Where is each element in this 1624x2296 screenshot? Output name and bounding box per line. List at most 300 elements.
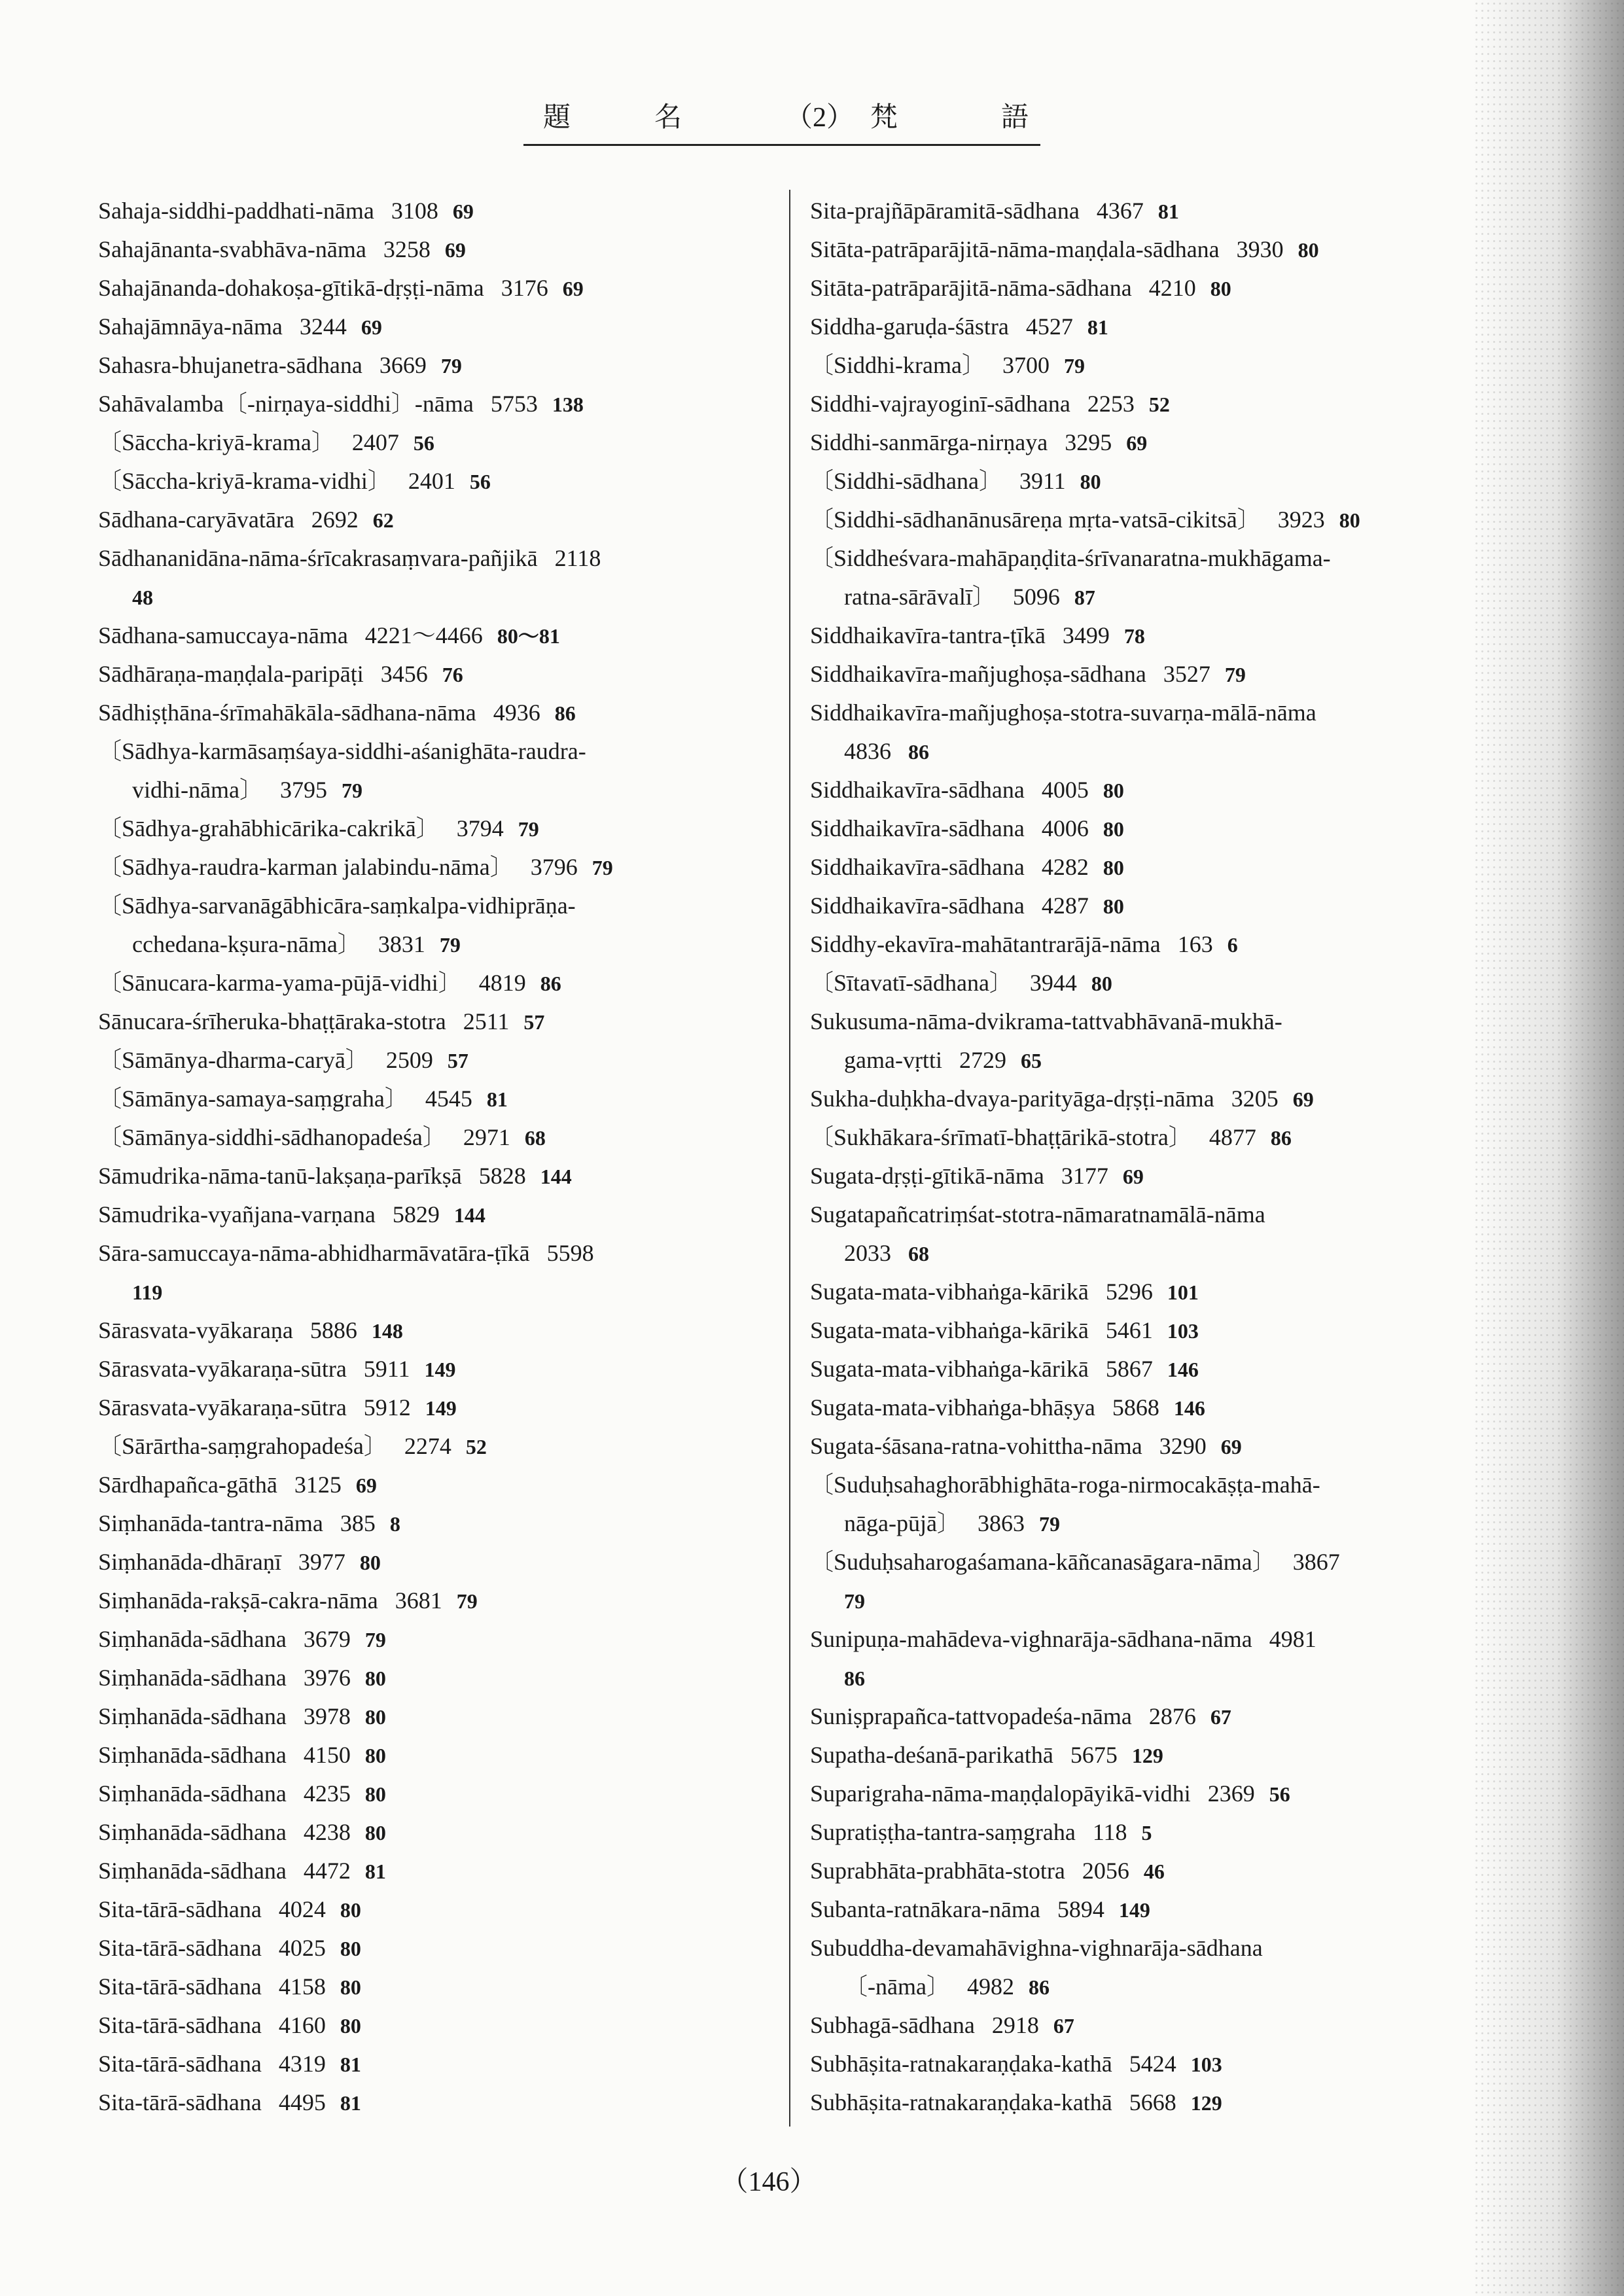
index-entry (810, 1234, 1477, 1273)
index-entry (810, 1118, 1477, 1157)
index-entry (98, 694, 766, 732)
entry-page: 80 (340, 1898, 361, 1922)
entry-title: Sārasvata-vyākaraṇa-sūtra (98, 1394, 347, 1421)
index-entry (810, 887, 1477, 925)
entry-number: 3796 (530, 854, 578, 880)
index-entry (98, 1466, 766, 1504)
index-entry (810, 1890, 1477, 1929)
index-entry (98, 1968, 766, 2006)
entry-number: 3679 (303, 1626, 351, 1652)
entry-title: 〔Siddhi-sādhanānusāreṇa mṛta-vatsā-cikitsā〕 (810, 506, 1261, 533)
header-category-char2: 語 (1001, 103, 1029, 133)
entry-page: 81 (1157, 200, 1179, 223)
entry-title: Sita-tārā-sādhana (98, 2089, 262, 2115)
index-entry (98, 1388, 766, 1427)
index-entry (98, 269, 766, 308)
index-entry (98, 1195, 766, 1234)
header-title-char2: 名 (654, 103, 682, 133)
entry-title: 〔Suduḥsaharogaśamana-kāñcanasāgara-nāma〕 (810, 1549, 1276, 1575)
entry-number: 4545 (425, 1086, 472, 1112)
index-entry (810, 616, 1477, 655)
entry-page: 81 (340, 2053, 361, 2076)
entry-number: 3978 (303, 1703, 351, 1729)
entry-number: 4238 (303, 1819, 351, 1845)
entry-number: 4982 (966, 1973, 1014, 2000)
index-entry (98, 1273, 766, 1311)
entry-number: 2918 (991, 2012, 1039, 2038)
entry-title: Sukusuma-nāma-dvikrama-tattvabhāvanā-mukhā- (810, 1008, 1282, 1034)
index-entry (810, 1852, 1477, 1890)
entry-number: 4472 (303, 1858, 351, 1884)
entry-page: 69 (1292, 1087, 1314, 1111)
entry-title: 〔Sārārtha-saṃgrahopadeśa〕 (98, 1433, 387, 1459)
entry-page: 138 (552, 393, 584, 416)
entry-page: 79 (1063, 354, 1085, 378)
index-entry (810, 269, 1477, 308)
entry-title: Sita-tārā-sādhana (98, 2012, 262, 2038)
index-entry (98, 1504, 766, 1543)
entry-page: 80 (1103, 779, 1124, 802)
entry-title: Siddhi-vajrayoginī-sādhana (810, 391, 1070, 417)
entry-title: 〔Sādhya-karmāsaṃśaya-siddhi-aśanighāta-raudra- (98, 738, 586, 764)
entry-page: 86 (844, 1667, 865, 1690)
entry-page: 79 (518, 817, 539, 841)
entry-page: 69 (562, 277, 584, 300)
entry-page: 69 (361, 315, 382, 339)
entry-title: Sugatapañcatriṃśat-stotra-nāmaratnamālā-nāma (810, 1201, 1265, 1227)
entry-number: 3176 (501, 275, 548, 301)
entry-page: 80 (340, 2014, 361, 2038)
entry-title: 〔Sāccha-kriyā-krama〕 (98, 429, 335, 455)
index-entry (810, 1466, 1477, 1504)
entry-number: 3527 (1163, 661, 1210, 687)
index-entry (98, 1041, 766, 1080)
entry-page: 80 (1091, 972, 1112, 995)
entry-number: 2056 (1082, 1858, 1129, 1884)
header-section: （2） (785, 103, 855, 133)
entry-number: 5828 (478, 1163, 526, 1189)
entry-number: 3794 (456, 815, 504, 841)
index-entry (98, 964, 766, 1002)
entry-page: 79 (439, 933, 461, 957)
entry-title: vidhi-nāma〕 (132, 777, 263, 803)
entry-page: 8 (389, 1512, 400, 1536)
entry-title: Sahaja-siddhi-paddhati-nāma (98, 198, 374, 224)
entry-number: 3499 (1062, 622, 1110, 648)
index-entry (810, 501, 1477, 539)
entry-number: 3681 (395, 1587, 442, 1614)
index-entry (98, 2045, 766, 2083)
index-entry (810, 346, 1477, 385)
scan-shadow-edge (1474, 0, 1624, 2296)
index-entry (98, 1697, 766, 1736)
entry-title: Siṃhanāda-dhāraṇī (98, 1549, 281, 1575)
entry-title: Sādhiṣṭhāna-śrīmahākāla-sādhana-nāma (98, 699, 476, 726)
index-entry (810, 1813, 1477, 1852)
index-entry (810, 1273, 1477, 1311)
entry-number: 2876 (1148, 1703, 1196, 1729)
column-divider (789, 190, 790, 2127)
entry-number: 5424 (1129, 2051, 1176, 2077)
entry-page: 79 (456, 1589, 478, 1613)
entry-title: Sugata-dṛṣṭi-gītikā-nāma (810, 1163, 1044, 1189)
entry-title: 〔-nāma〕 (844, 1973, 950, 2000)
index-entry (810, 732, 1477, 771)
index-entry (98, 385, 766, 423)
index-entry (810, 1195, 1477, 1234)
entry-title: 〔Sāmānya-samaya-saṃgraha〕 (98, 1086, 408, 1112)
entry-title: Siddhaikavīra-mañjughoṣa-sādhana (810, 661, 1146, 687)
index-entry (810, 2083, 1477, 2122)
index-entry (98, 1157, 766, 1195)
entry-number: 4158 (278, 1973, 326, 2000)
entry-page: 80 (364, 1705, 386, 1729)
entry-number: 3700 (1002, 352, 1050, 378)
index-entry (98, 192, 766, 230)
entry-title: Sitāta-patrāparājitā-nāma-sādhana (810, 275, 1132, 301)
entry-title: Subanta-ratnākara-nāma (810, 1896, 1040, 1922)
entry-number: 3177 (1061, 1163, 1108, 1189)
index-entry (810, 1775, 1477, 1813)
entry-page: 144 (540, 1165, 572, 1188)
entry-page: 79 (440, 354, 462, 378)
index-entry (98, 1890, 766, 1929)
entry-number: 3867 (1292, 1549, 1340, 1575)
index-entry (810, 1697, 1477, 1736)
entry-title: 〔Sāmānya-dharma-caryā〕 (98, 1047, 369, 1073)
entry-title: 〔Sādhya-raudra-karman jalabindu-nāma〕 (98, 854, 514, 880)
entry-title: Suniṣprapañca-tattvopadeśa-nāma (810, 1703, 1132, 1729)
entry-page: 81 (1087, 315, 1108, 339)
entry-number: 3290 (1159, 1433, 1207, 1459)
entry-title: Sahajāmnāya-nāma (98, 313, 283, 340)
entry-title: Sahasra-bhujanetra-sādhana (98, 352, 362, 378)
entry-page: 81 (486, 1087, 508, 1111)
index-entry (810, 694, 1477, 732)
entry-page: 119 (132, 1280, 163, 1304)
entry-number: 4235 (303, 1780, 351, 1807)
index-entry (98, 1852, 766, 1890)
index-entry (810, 771, 1477, 809)
entry-page: 80 (364, 1821, 386, 1845)
entry-title: cchedana-kṣura-nāma〕 (132, 931, 361, 957)
entry-title: gama-vṛtti (844, 1047, 942, 1073)
entry-title: Siṃhanāda-sādhana (98, 1780, 287, 1807)
entry-page: 80 (1210, 277, 1231, 300)
entry-title: Sānucara-śrīheruka-bhaṭṭāraka-stotra (98, 1008, 446, 1034)
entry-number: 3977 (298, 1549, 345, 1575)
index-entry (98, 732, 766, 771)
header-title-char1: 題 (543, 103, 571, 133)
entry-number: 5867 (1105, 1356, 1153, 1382)
entry-number: 2274 (404, 1433, 451, 1459)
entry-page: 48 (132, 586, 153, 609)
entry-title: Sunipuṇa-mahādeva-vighnarāja-sādhana-nāma (810, 1626, 1252, 1652)
entry-title: Subuddha-devamahāvighna-vighnarāja-sādhana (810, 1935, 1263, 1961)
index-entry (810, 1659, 1477, 1697)
entry-number: 4150 (303, 1742, 351, 1768)
entry-number: 2971 (463, 1124, 510, 1150)
entry-title: 〔Sānucara-karma-yama-pūjā-vidhi〕 (98, 970, 462, 996)
entry-number: 2253 (1087, 391, 1135, 417)
entry-title: Siddhy-ekavīra-mahātantrarājā-nāma (810, 931, 1161, 957)
entry-page: 80 (359, 1551, 381, 1574)
entry-number: 3205 (1231, 1086, 1279, 1112)
entry-page: 69 (452, 200, 474, 223)
index-entry (810, 1041, 1477, 1080)
entry-page: 80 (1339, 508, 1360, 532)
index-entry (810, 385, 1477, 423)
entry-title: Sādhana-caryāvatāra (98, 506, 294, 533)
index-entry (98, 809, 766, 848)
index-entry (98, 1813, 766, 1852)
entry-title: Siddhaikavīra-mañjughoṣa-stotra-suvarṇa-mālā-nāma (810, 699, 1316, 726)
entry-title: Sugata-mata-vibhaṅga-bhāṣya (810, 1394, 1095, 1421)
index-entry (810, 964, 1477, 1002)
entry-title: 2033 (844, 1240, 891, 1266)
entry-title: Sārasvata-vyākaraṇa (98, 1317, 293, 1343)
entry-title: Sita-tārā-sādhana (98, 1935, 262, 1961)
index-entry (810, 2006, 1477, 2045)
index-entry (98, 578, 766, 616)
entry-title: Sādhana-samuccaya-nāma (98, 622, 348, 648)
entry-page: 149 (424, 1358, 456, 1381)
index-entry (98, 1311, 766, 1350)
entry-title: ratna-sārāvalī〕 (844, 584, 996, 610)
entry-page: 80 (1297, 238, 1319, 262)
index-entry (98, 925, 766, 964)
entry-page: 65 (1020, 1049, 1042, 1072)
entry-page: 69 (355, 1474, 377, 1497)
index-entry (98, 2083, 766, 2122)
index-entry (810, 1427, 1477, 1466)
entry-title: Siddha-garuḍa-śāstra (810, 313, 1009, 340)
entry-title: Sāmudrika-vyañjana-varṇana (98, 1201, 376, 1227)
index-entry (810, 1543, 1477, 1581)
entry-number: 4877 (1209, 1124, 1256, 1150)
index-entry (98, 1659, 766, 1697)
entry-title: Siṃhanāda-sādhana (98, 1665, 287, 1691)
entry-page: 79 (341, 779, 362, 802)
entry-page: 149 (1118, 1898, 1150, 1922)
entry-page: 68 (908, 1242, 929, 1265)
index-entry (810, 1002, 1477, 1041)
entry-title: Sukha-duḥkha-dvaya-parityāga-dṛṣṭi-nāma (810, 1086, 1214, 1112)
entry-number: 5753 (490, 391, 538, 417)
index-entry (810, 1620, 1477, 1659)
entry-title: Siṃhanāda-sādhana (98, 1858, 287, 1884)
entry-page: 103 (1190, 2053, 1222, 2076)
entry-number: 3244 (299, 313, 347, 340)
entry-number: 4287 (1041, 892, 1089, 919)
entry-number: 2509 (385, 1047, 433, 1073)
entry-number: 5598 (546, 1240, 594, 1266)
entry-number: 3923 (1277, 506, 1325, 533)
entry-title: Siṃhanāda-sādhana (98, 1703, 287, 1729)
entry-page: 6 (1227, 933, 1238, 957)
entry-number: 4024 (278, 1896, 326, 1922)
entry-number: 4936 (493, 699, 540, 726)
entry-page: 80 (340, 1937, 361, 1960)
entry-title: Sahajānanda-dohakoṣa-gītikā-dṛṣṭi-nāma (98, 275, 484, 301)
entry-number: 5894 (1057, 1896, 1104, 1922)
index-entry (98, 655, 766, 694)
entry-page: 80 (364, 1744, 386, 1767)
entry-number: 3911 (1019, 468, 1066, 494)
index-entry (810, 539, 1477, 578)
entry-number: 3295 (1065, 429, 1112, 455)
entry-page: 79 (591, 856, 613, 879)
entry-title: Siddhi-sanmārga-nirṇaya (810, 429, 1048, 455)
entry-page: 79 (364, 1628, 386, 1651)
entry-page: 79 (844, 1589, 865, 1613)
entry-page: 146 (1167, 1358, 1199, 1381)
entry-page: 103 (1167, 1319, 1199, 1343)
entry-title: Siddhaikavīra-sādhana (810, 815, 1025, 841)
index-entry (98, 1736, 766, 1775)
entry-title: Sādhāraṇa-maṇḍala-paripāṭi (98, 661, 364, 687)
entry-page: 144 (453, 1203, 485, 1227)
entry-number: 4221～4466 (364, 622, 483, 648)
entry-page: 80 (340, 1975, 361, 1999)
entry-number: 2369 (1207, 1780, 1255, 1807)
index-entry (98, 462, 766, 501)
entry-number: 5096 (1012, 584, 1060, 610)
entry-page: 62 (372, 508, 394, 532)
entry-page: 129 (1131, 1744, 1163, 1767)
entry-title: Subhagā-sādhana (810, 2012, 975, 2038)
entry-page: 80 (1103, 894, 1124, 918)
entry-title: Sahajānanta-svabhāva-nāma (98, 236, 366, 262)
entry-title: 4836 (844, 738, 891, 764)
entry-number: 385 (340, 1510, 376, 1536)
entry-number: 2692 (311, 506, 359, 533)
index-entry (98, 501, 766, 539)
entry-title: Sita-tārā-sādhana (98, 2051, 262, 2077)
entry-number: 5296 (1105, 1279, 1153, 1305)
entry-page: 69 (1220, 1435, 1242, 1458)
entry-title: Sahāvalamba〔-nirṇaya-siddhi〕-nāma (98, 391, 474, 417)
entry-page: 80 (364, 1667, 386, 1690)
entry-title: Subhāṣita-ratnakaraṇḍaka-kathā (810, 2089, 1112, 2115)
entry-page: 67 (1210, 1705, 1231, 1729)
entry-title: 〔Sītavatī-sādhana〕 (810, 970, 1013, 996)
entry-page: 80 (1103, 817, 1124, 841)
entry-page: 52 (1148, 393, 1170, 416)
index-entry (810, 1388, 1477, 1427)
entry-page: 148 (371, 1319, 403, 1343)
entry-page: 56 (1269, 1782, 1290, 1806)
entry-title: Sāra-samuccaya-nāma-abhidharmāvatāra-ṭīkā (98, 1240, 530, 1266)
entry-page: 46 (1143, 1860, 1165, 1883)
entry-number: 5911 (363, 1356, 410, 1382)
index-entry (810, 1504, 1477, 1543)
entry-title: Sārasvata-vyākaraṇa-sūtra (98, 1356, 347, 1382)
entry-title: Supratiṣṭha-tantra-saṃgraha (810, 1819, 1076, 1845)
entry-title: 〔Sādhya-grahābhicārika-cakrikā〕 (98, 815, 440, 841)
index-entry (810, 1968, 1477, 2006)
index-entry (810, 1581, 1477, 1620)
entry-number: 3456 (380, 661, 428, 687)
entry-number: 4006 (1041, 815, 1089, 841)
entry-title: 〔Sādhya-sarvanāgābhicāra-saṃkalpa-vidhiprāṇa- (98, 892, 576, 919)
index-entry (98, 1118, 766, 1157)
entry-number: 3795 (279, 777, 327, 803)
index-entry (98, 1581, 766, 1620)
entry-page: 68 (524, 1126, 546, 1150)
entry-page: 79 (1224, 663, 1246, 686)
index-entry (98, 616, 766, 655)
entry-number: 4527 (1025, 313, 1073, 340)
entry-title: Subhāṣita-ratnakaraṇḍaka-kathā (810, 2051, 1112, 2077)
entry-title: Sita-tārā-sādhana (98, 1896, 262, 1922)
entry-page: 76 (442, 663, 463, 686)
index-entry (810, 462, 1477, 501)
entry-number: 2729 (959, 1047, 1006, 1073)
index-entry (810, 1157, 1477, 1195)
entry-page: 69 (444, 238, 466, 262)
index-entry (98, 1002, 766, 1041)
entry-page: 86 (554, 701, 576, 725)
entry-number: 118 (1092, 1819, 1127, 1845)
index-entry (810, 578, 1477, 616)
right-column (810, 192, 1477, 2122)
entry-number: 5868 (1112, 1394, 1159, 1421)
index-entry (810, 655, 1477, 694)
entry-number: 5886 (309, 1317, 357, 1343)
entry-title: Sugata-mata-vibhaṅga-kārikā (810, 1356, 1089, 1382)
entry-title: Sugata-mata-vibhaṅga-kārikā (810, 1279, 1089, 1305)
entry-title: Sugata-śāsana-ratna-vohittha-nāma (810, 1433, 1142, 1459)
entry-title: Siddhaikavīra-tantra-ṭīkā (810, 622, 1046, 648)
index-entry (98, 2006, 766, 2045)
entry-page: 78 (1123, 624, 1145, 648)
entry-number: 4819 (478, 970, 526, 996)
entry-page: 69 (1126, 431, 1148, 455)
index-entry (98, 1775, 766, 1813)
entry-title: 〔Sāmānya-siddhi-sādhanopadeśa〕 (98, 1124, 446, 1150)
entry-page: 80 (1080, 470, 1101, 493)
index-entry (98, 1929, 766, 1968)
entry-title: Siṃhanāda-rakṣā-cakra-nāma (98, 1587, 378, 1614)
entry-number: 2511 (463, 1008, 510, 1034)
index-entry (810, 809, 1477, 848)
entry-number: 4367 (1096, 198, 1144, 224)
entry-number: 5668 (1129, 2089, 1176, 2115)
index-entry (98, 1350, 766, 1388)
entry-title: Sita-tārā-sādhana (98, 1973, 262, 2000)
entry-number: 2401 (408, 468, 455, 494)
entry-page: 80 (1103, 856, 1124, 879)
entry-number: 4005 (1041, 777, 1089, 803)
entry-page: 129 (1190, 2091, 1222, 2115)
index-entry (98, 887, 766, 925)
entry-number: 3669 (379, 352, 427, 378)
index-entry (98, 1427, 766, 1466)
index-entry (98, 423, 766, 462)
entry-title: Sitāta-patrāparājitā-nāma-maṇḍala-sādhana (810, 236, 1220, 262)
entry-page: 81 (364, 1860, 386, 1883)
index-entry (98, 230, 766, 269)
index-entry (810, 423, 1477, 462)
entry-number: 4282 (1041, 854, 1089, 880)
index-entry (98, 539, 766, 578)
page-number: （146） (720, 2167, 817, 2197)
index-entry (810, 925, 1477, 964)
index-entry (98, 1234, 766, 1273)
entry-page: 56 (469, 470, 491, 493)
entry-title: Sārdhapañca-gāthā (98, 1472, 277, 1498)
